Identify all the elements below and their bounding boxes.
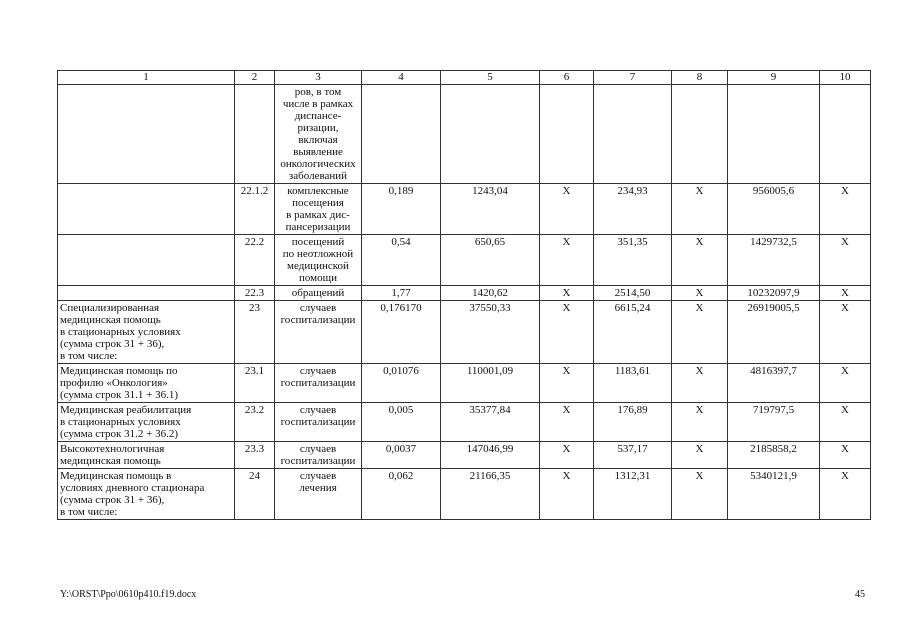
cell-col4: [362, 85, 441, 184]
cell-col8: X: [672, 235, 728, 286]
cell-col5: [441, 85, 540, 184]
cell-col7: 351,35: [594, 235, 672, 286]
header-row: [58, 71, 871, 85]
cell-col10: X: [820, 469, 871, 520]
row-name: Специализированная медицинская помощь в стационарных условиях (сумма строк 31 + 36), в том числе:: [58, 301, 235, 364]
table-row: [58, 301, 871, 364]
cell-col9: 4816397,7: [728, 364, 820, 403]
footer-file-path: Y:\ORST\Ppo\0610p410.f19.docx: [60, 589, 197, 600]
cell-col4: 0,189: [362, 184, 441, 235]
cell-col7: 537,17: [594, 442, 672, 469]
page-number: 45: [855, 589, 865, 600]
row-name: Высокотехнологичная медицинская помощь: [58, 442, 235, 469]
table-row: [58, 286, 871, 301]
cell-col4: 1,77: [362, 286, 441, 301]
cell-col10: X: [820, 286, 871, 301]
table-row: [58, 469, 871, 520]
row-name: [58, 85, 235, 184]
cell-col8: X: [672, 442, 728, 469]
cell-col10: X: [820, 442, 871, 469]
unit-of-measure: ров, в том числе в рамках диспансе- ризации, включая выявление онкологических заболеваний: [275, 85, 362, 184]
cell-col8: X: [672, 364, 728, 403]
column-header-4: 4: [362, 71, 441, 85]
table-row: [58, 403, 871, 442]
unit-of-measure: случаев лечения: [275, 469, 362, 520]
unit-of-measure: случаев госпитализации: [275, 301, 362, 364]
column-header-9: 9: [728, 71, 820, 85]
row-number: 23: [235, 301, 275, 364]
cell-col6: X: [540, 235, 594, 286]
row-number: 23.1: [235, 364, 275, 403]
cell-col8: [672, 85, 728, 184]
unit-of-measure: случаев госпитализации: [275, 442, 362, 469]
cell-col5: 35377,84: [441, 403, 540, 442]
cell-col7: [594, 85, 672, 184]
cell-col7: 1183,61: [594, 364, 672, 403]
cell-col9: 26919005,5: [728, 301, 820, 364]
column-header-10: 10: [820, 71, 871, 85]
cell-col10: X: [820, 301, 871, 364]
table-body: [58, 85, 871, 520]
table-row: [58, 235, 871, 286]
data-table: [57, 70, 871, 520]
cell-col10: X: [820, 364, 871, 403]
cell-col6: X: [540, 403, 594, 442]
cell-col8: X: [672, 403, 728, 442]
row-number: 22.2: [235, 235, 275, 286]
cell-col4: 0,062: [362, 469, 441, 520]
cell-col9: 719797,5: [728, 403, 820, 442]
cell-col10: X: [820, 184, 871, 235]
cell-col5: 110001,09: [441, 364, 540, 403]
cell-col5: 1243,04: [441, 184, 540, 235]
row-number: 22.1.2: [235, 184, 275, 235]
cell-col7: 2514,50: [594, 286, 672, 301]
row-name: Медицинская реабилитация в стационарных условиях (сумма строк 31.2 + 36.2): [58, 403, 235, 442]
column-header-3: 3: [275, 71, 362, 85]
table-row: [58, 364, 871, 403]
row-name: Медицинская помощь по профилю «Онкология» (сумма строк 31.1 + 36.1): [58, 364, 235, 403]
cell-col5: 1420,62: [441, 286, 540, 301]
unit-of-measure: комплексные посещения в рамках дис- пансеризации: [275, 184, 362, 235]
cell-col8: X: [672, 469, 728, 520]
cell-col7: 176,89: [594, 403, 672, 442]
cell-col7: 1312,31: [594, 469, 672, 520]
cell-col4: 0,54: [362, 235, 441, 286]
cell-col9: [728, 85, 820, 184]
cell-col8: X: [672, 286, 728, 301]
row-name: [58, 235, 235, 286]
cell-col8: X: [672, 301, 728, 364]
unit-of-measure: обращений: [275, 286, 362, 301]
cell-col6: X: [540, 301, 594, 364]
row-name: Медицинская помощь в условиях дневного стационара (сумма строк 31 + 36), в том числе:: [58, 469, 235, 520]
row-number: [235, 85, 275, 184]
cell-col5: 21166,35: [441, 469, 540, 520]
column-header-6: 6: [540, 71, 594, 85]
unit-of-measure: случаев госпитализации: [275, 364, 362, 403]
row-name: [58, 184, 235, 235]
table-row: [58, 85, 871, 184]
cell-col5: 37550,33: [441, 301, 540, 364]
cell-col4: 0,0037: [362, 442, 441, 469]
column-header-8: 8: [672, 71, 728, 85]
cell-col4: 0,01076: [362, 364, 441, 403]
cell-col6: X: [540, 469, 594, 520]
cell-col9: 1429732,5: [728, 235, 820, 286]
cell-col5: 650,65: [441, 235, 540, 286]
cell-col6: [540, 85, 594, 184]
column-header-2: 2: [235, 71, 275, 85]
cell-col9: 5340121,9: [728, 469, 820, 520]
cell-col7: 234,93: [594, 184, 672, 235]
column-header-7: 7: [594, 71, 672, 85]
unit-of-measure: случаев госпитализации: [275, 403, 362, 442]
column-header-1: 1: [58, 71, 235, 85]
cell-col5: 147046,99: [441, 442, 540, 469]
table-row: [58, 442, 871, 469]
cell-col6: X: [540, 184, 594, 235]
cell-col6: X: [540, 364, 594, 403]
row-number: 23.2: [235, 403, 275, 442]
row-name: [58, 286, 235, 301]
cell-col9: 956005,6: [728, 184, 820, 235]
cell-col8: X: [672, 184, 728, 235]
cell-col10: X: [820, 403, 871, 442]
cell-col4: 0,176170: [362, 301, 441, 364]
cell-col9: 10232097,9: [728, 286, 820, 301]
cell-col4: 0,005: [362, 403, 441, 442]
cell-col10: X: [820, 235, 871, 286]
row-number: 23.3: [235, 442, 275, 469]
column-header-5: 5: [441, 71, 540, 85]
cell-col9: 2185858,2: [728, 442, 820, 469]
cell-col10: [820, 85, 871, 184]
row-number: 24: [235, 469, 275, 520]
cell-col6: X: [540, 286, 594, 301]
row-number: 22.3: [235, 286, 275, 301]
unit-of-measure: посещений по неотложной медицинской помощи: [275, 235, 362, 286]
cell-col7: 6615,24: [594, 301, 672, 364]
cell-col6: X: [540, 442, 594, 469]
table-row: [58, 184, 871, 235]
